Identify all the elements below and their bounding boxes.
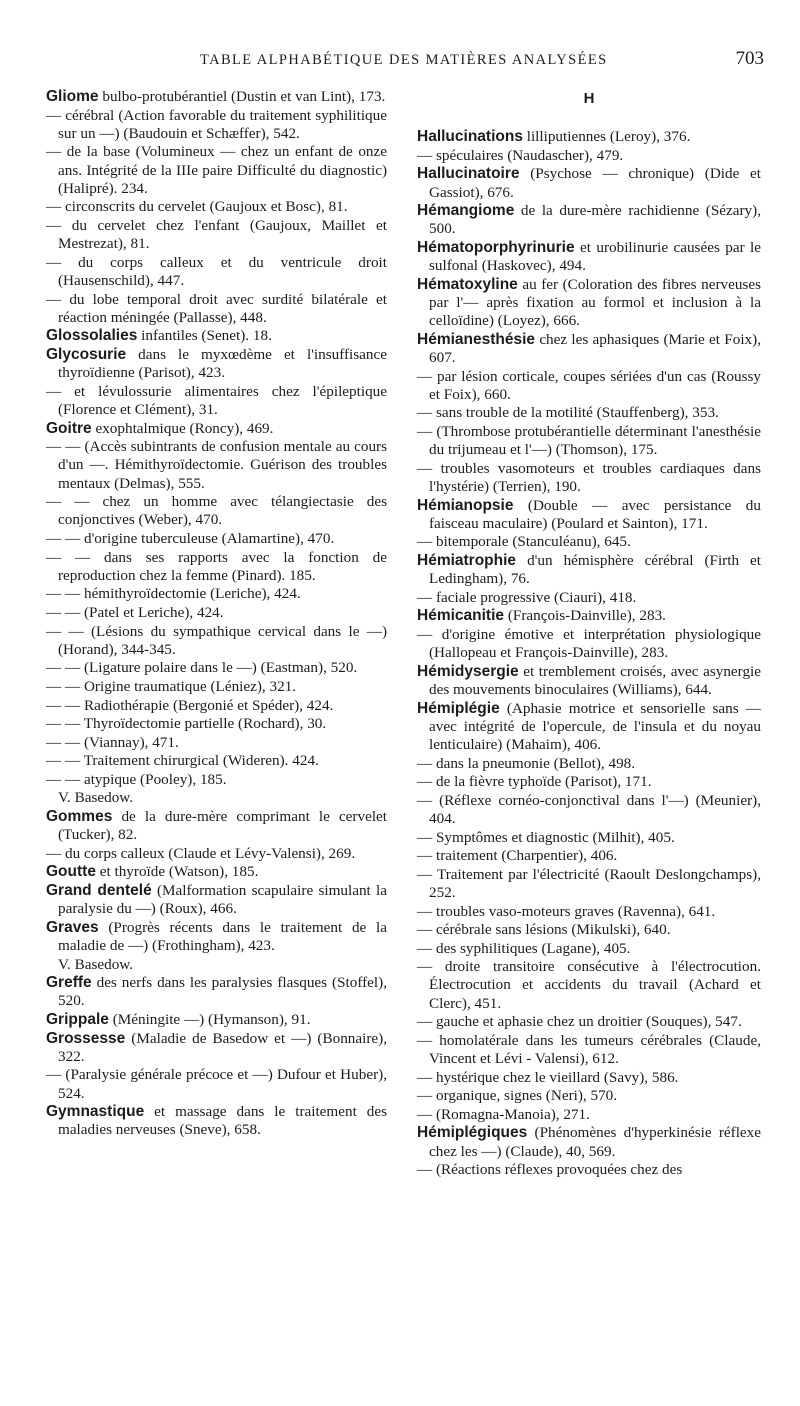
index-entry (46, 752, 387, 770)
index-headword: Hémicanitie (417, 607, 505, 625)
index-entry-text: (Maladie de Basedow et —) (Bonnaire), 322. (58, 1029, 387, 1065)
index-entry (46, 327, 387, 345)
index-entry (46, 956, 387, 974)
index-headword: Hallucinatoire (417, 165, 520, 183)
index-entry (46, 88, 387, 106)
index-entry (417, 423, 761, 459)
index-entry-text: — bitemporale (Stanculéanu), 645. (417, 533, 631, 551)
index-entry (46, 549, 387, 585)
index-entry-text: — — Thyroïdectomie partielle (Rochard), 30. (46, 715, 327, 733)
index-entry-text: — (Romagna-Manoia), 271. (417, 1105, 590, 1123)
index-entry-text: — (Thrombose protubérantielle déterminant l'anesthésie du trijumeau et l'—) (Thomson), 175. (417, 422, 761, 459)
index-headword: Goutte (46, 863, 96, 881)
index-entry-text: d'un hémisphère cérébral (Firth et Ledingham), 76. (429, 551, 761, 588)
index-entry-text: au fer (Coloration des fibres nerveuses par l'— après fixation au formol et inclusion à la celloïdine) (Loyez), 666. (429, 275, 761, 330)
index-entry-text: — par lésion corticale, coupes sériées d'un cas (Roussy et Foix), 660. (417, 367, 761, 403)
index-entry (417, 866, 761, 902)
index-entry-text: — et lévulossurie alimentaires chez l'épileptique (Florence et Clément), 31. (46, 382, 387, 418)
index-entry (46, 863, 387, 881)
index-entry-text: des nerfs dans les paralysies flasques (Stoffel), 520. (58, 974, 387, 1010)
index-entry-text: — de la fièvre typhoïde (Parisot), 171. (417, 773, 652, 791)
index-entry-text: — Symptômes et diagnostic (Milhit), 405. (417, 828, 675, 846)
index-headword: Hémidysergie (417, 662, 519, 680)
index-entry-text: — dans la pneumonie (Bellot), 498. (417, 754, 636, 772)
index-entry (46, 254, 387, 290)
index-entry (46, 789, 387, 807)
index-entry (417, 1124, 761, 1160)
index-entry (417, 404, 761, 422)
index-entry-text: — cérébral (Action favorable du traitement syphilitique sur un —) (Baudouin et Schæffer), 542. (46, 106, 387, 142)
index-entry-text: (Malformation scapulaire simulant la paralysie du —) (Roux), 466. (58, 882, 387, 918)
index-entry (417, 940, 761, 958)
index-headword: Glossolalies (46, 327, 138, 345)
index-headword: Gliome (46, 88, 99, 105)
index-entry-text: et urobilinurie causées par le sulfonal (Haskovec), 494. (429, 238, 761, 275)
index-entry (46, 217, 387, 253)
index-entry-text: et massage dans le traitement des maladies nerveuses (Sneve), 658. (58, 1103, 387, 1139)
index-entry (417, 368, 761, 404)
index-entry (417, 1106, 761, 1124)
index-headword: Greffe (46, 974, 92, 992)
index-entry (46, 1030, 387, 1066)
index-entry (46, 383, 387, 419)
index-entry-text: — — Radiothérapie (Bergonié et Spéder), 424. (46, 696, 334, 714)
index-entry (46, 604, 387, 622)
index-entry-text: (Double — avec persistance du faisceau maculaire) (Poulard et Sainton), 171. (429, 496, 761, 532)
index-entry-text: chez les aphasiques (Marie et Foix), 607. (429, 330, 761, 366)
index-entry-text: — — atypique (Pooley), 185. (46, 770, 227, 788)
index-entry-text: (Aphasie motrice et sensorielle sans — avec intégrité de l'opercule, de l'insula et du noyau lenticulaire) (Mahaim), 406. (429, 699, 761, 753)
index-headword: Hémiplégie (417, 699, 500, 717)
index-entry-text: — gauche et aphasie chez un droitier (Souques), 547. (417, 1013, 742, 1031)
index-entry (46, 919, 387, 955)
index-headword: Hémangiome (417, 202, 515, 220)
index-headword: Grand dentelé (46, 882, 152, 900)
index-entry (46, 291, 387, 327)
index-entry (46, 346, 387, 382)
index-entry (417, 460, 761, 496)
index-entry (417, 755, 761, 773)
left-column (46, 88, 387, 1140)
index-entry (417, 552, 761, 588)
index-headword: Gommes (46, 808, 113, 826)
index-entry (46, 845, 387, 863)
index-entry (46, 585, 387, 603)
index-entry-text: — — hémithyroïdectomie (Leriche), 424. (46, 585, 301, 603)
index-entry (46, 734, 387, 752)
index-entry-text: de la dure-mère rachidienne (Sézary), 500. (429, 202, 761, 238)
index-entry-text: exophtalmique (Roncy), 469. (95, 419, 274, 437)
index-entry (417, 1013, 761, 1031)
index-headword: Hématoporphyrinurie (417, 238, 575, 256)
index-entry-text: — traitement (Charpentier), 406. (417, 847, 618, 865)
index-entry-text: — spéculaires (Naudascher), 479. (417, 146, 624, 164)
index-headword: Hémiplégiques (417, 1124, 528, 1142)
index-entry-text: — homolatérale dans les tumeurs cérébrales (Claude, Vincent et Lévi - Valensi), 612. (417, 1031, 761, 1068)
index-entry-text: — — (Patel et Leriche), 424. (46, 603, 224, 621)
index-entry (46, 107, 387, 143)
index-entry-text: — — Traitement chirurgical (Wideren). 424. (46, 752, 319, 770)
index-entry-text: (Progrès récents dans le traitement de la maladie de —) (Frothingham), 423. (58, 918, 388, 955)
index-entry (46, 697, 387, 715)
right-column (417, 88, 761, 1180)
index-entry-text: — du corps calleux et du ventricule droit (Hausenschild), 447. (46, 253, 387, 289)
index-entry (46, 493, 387, 529)
index-entry-text: — du lobe temporal droit avec surdité bilatérale et réaction méningée (Pallasse), 448. (46, 290, 387, 326)
index-headword: Gymnastique (46, 1103, 145, 1121)
index-entry-text: — — (Lésions du sympathique cervical dans le —) (Horand), 344-345. (46, 622, 387, 658)
index-entry (417, 533, 761, 551)
index-entry-text: dans le myxœdème et l'insuffisance thyroïdienne (Parisot), 423. (58, 345, 387, 382)
index-entry (46, 715, 387, 733)
index-entry-text: (François-Dainville), 283. (507, 607, 666, 625)
index-entry-text: infantiles (Senet). 18. (141, 327, 272, 345)
index-entry (417, 331, 761, 367)
index-entry (46, 438, 387, 493)
index-entry-text: lilliputiennes (Leroy), 376. (526, 128, 691, 146)
index-entry (417, 607, 761, 625)
index-entry (46, 974, 387, 1010)
index-entry (417, 165, 761, 201)
index-entry (417, 1032, 761, 1068)
index-entry-text: — du corps calleux (Claude et Lévy-Valensi), 269. (46, 844, 356, 862)
index-entry-text: — — d'origine tuberculeuse (Alamartine), 470. (46, 529, 335, 547)
index-entry-text: — — (Accès subintrants de confusion mentale au cours d'un —. Hémithyroïdectomie. Guérison des troubles mentaux (Delmas), 555. (46, 438, 387, 492)
index-entry (417, 663, 761, 699)
index-entry-text: — cérébrale sans lésions (Mikulski), 640. (417, 921, 671, 939)
index-entry (46, 659, 387, 677)
index-entry-text: — — chez un homme avec télangiectasie des conjonctives (Weber), 470. (46, 493, 387, 529)
index-entry (46, 198, 387, 216)
index-entry (46, 771, 387, 789)
section-letter: H (583, 90, 595, 107)
index-headword: Grossesse (46, 1029, 126, 1047)
index-entry (417, 276, 761, 331)
index-headword: Grippale (46, 1011, 109, 1029)
index-entry (46, 882, 387, 918)
index-entry (417, 128, 761, 146)
index-entry-text: — organique, signes (Neri), 570. (417, 1087, 618, 1105)
index-entry (46, 1066, 387, 1102)
index-entry-text: — droite transitoire consécutive à l'électrocution. Électrocution et accidents du travail (Achard et Clerc), 451. (417, 958, 761, 1012)
index-entry-text: — des syphilitiques (Lagane), 405. (417, 939, 631, 957)
index-entry (417, 700, 761, 755)
index-entry-text: — troubles vasomoteurs et troubles cardiaques dans l'hystérie) (Terrien), 190. (417, 459, 761, 495)
index-entry-text: — de la base (Volumineux — chez un enfant de onze ans. Intégrité de la IIIe paire Difficulté du diagnostic) (Halipré). 234. (46, 143, 387, 197)
index-entry (417, 958, 761, 1013)
index-headword: Hémiatrophie (417, 551, 517, 569)
index-entry-text: — Traitement par l'électricité (Raoult Deslongchamps), 252. (417, 865, 761, 901)
index-headword: Hémianesthésie (417, 330, 536, 348)
index-entry (46, 1103, 387, 1139)
index-entry-text: V. Basedow. (58, 955, 134, 973)
index-entry-text: (Psychose — chronique) (Dide et Gassiot), 676. (429, 165, 762, 201)
index-entry-text: — (Réflexe cornéo-conjonctival dans l'—) (Meunier), 404. (417, 791, 761, 827)
index-entry (46, 420, 387, 438)
index-entry-text: V. Basedow. (58, 789, 134, 807)
index-entry-text: — faciale progressive (Ciauri), 418. (417, 588, 637, 606)
index-entry-text: — (Paralysie générale précoce et —) Dufour et Huber), 524. (46, 1066, 387, 1102)
index-entry-text: — troubles vaso-moteurs graves (Ravenna), 641. (417, 902, 716, 920)
index-entry (417, 792, 761, 828)
index-entry-text: — — (Ligature polaire dans le —) (Eastman), 520. (46, 659, 358, 677)
index-entry-text: (Méningite —) (Hymanson), 91. (112, 1011, 311, 1029)
index-entry-text: — — dans ses rapports avec la fonction de reproduction chez la femme (Pinard). 185. (46, 548, 387, 584)
index-entry (417, 589, 761, 607)
index-entry (417, 921, 761, 939)
index-entry-text: — hystérique chez le vieillard (Savy), 586. (417, 1068, 679, 1086)
index-entry (46, 678, 387, 696)
index-entry (417, 1069, 761, 1087)
index-entry-text: — (Réactions réflexes provoquées chez des (417, 1161, 683, 1179)
index-headword: Hémianopsie (417, 496, 514, 514)
index-entry (417, 903, 761, 921)
index-entry (417, 1161, 761, 1179)
index-entry (46, 808, 387, 844)
index-entry-text: bulbo-protubérantiel (Dustin et van Lint), 173. (102, 88, 386, 105)
index-entry-text: — d'origine émotive et interprétation physiologique (Hallopeau et François-Dainville), 283. (417, 625, 761, 662)
index-entry (417, 626, 761, 662)
index-entry-text: — sans trouble de la motilité (Stauffenberg), 353. (417, 404, 719, 422)
index-entry (417, 829, 761, 847)
index-entry (417, 147, 761, 165)
index-entry-text: — — Origine traumatique (Léniez), 321. (46, 677, 297, 695)
index-entry-text: — circonscrits du cervelet (Gaujoux et Bosc), 81. (46, 198, 348, 216)
running-head (0, 48, 800, 72)
index-entry-text: de la dure-mère comprimant le cervelet (Tucker), 82. (58, 808, 387, 844)
index-entry (417, 239, 761, 275)
index-entry (46, 623, 387, 659)
index-entry (417, 202, 761, 238)
index-entry (46, 530, 387, 548)
index-entry-text: (Phénomènes d'hyperkinésie réflexe chez les —) (Claude), 40, 569. (429, 1124, 761, 1160)
index-entry (46, 1011, 387, 1029)
index-entry-text: et tremblement croisés, avec asynergie des mouvements binoculaires (Williams), 644. (429, 662, 762, 698)
index-headword: Goitre (46, 419, 92, 437)
page-number: 703 (735, 48, 764, 69)
index-headword: Glycosurie (46, 345, 127, 363)
index-entry (417, 847, 761, 865)
index-entry (417, 497, 761, 533)
index-entry-text: — du cervelet chez l'enfant (Gaujoux, Maillet et Mestrezat), 81. (46, 216, 387, 253)
index-entry-text: — — (Viannay), 471. (46, 733, 179, 751)
index-headword: Hématoxyline (417, 275, 518, 293)
index-entry (417, 1087, 761, 1105)
index-headword: Graves (46, 918, 99, 936)
index-entry-text: et thyroïde (Watson), 185. (99, 863, 259, 881)
index-entry (417, 773, 761, 791)
index-entry (46, 143, 387, 198)
running-title: TABLE ALPHABÉTIQUE DES MATIÈRES ANALYSÉES (200, 52, 608, 68)
index-headword: Hallucinations (417, 128, 523, 146)
